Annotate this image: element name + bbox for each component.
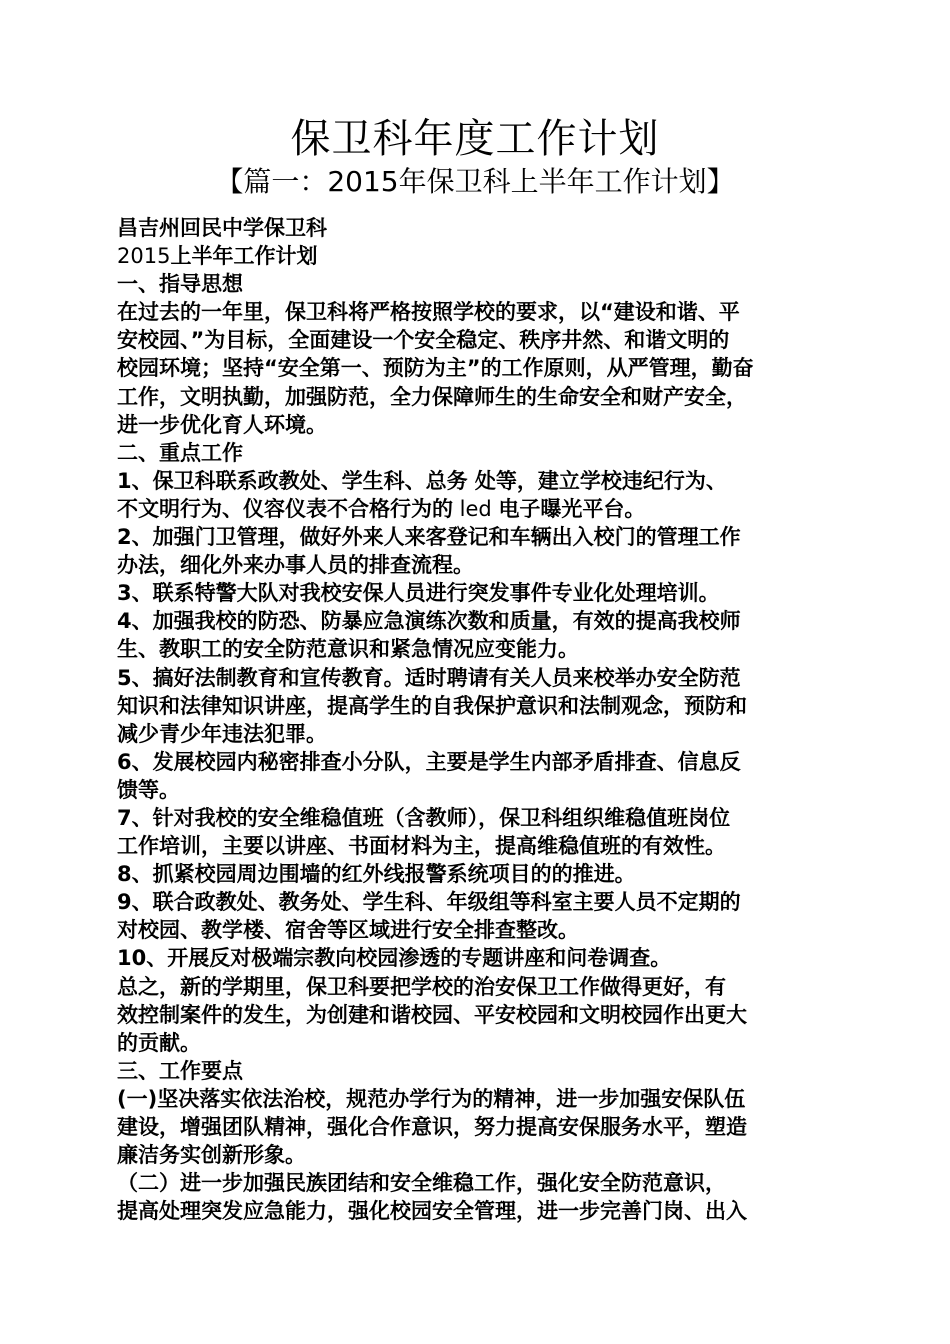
paragraph-line: 总之，新的学期里，保卫科要把学校的治安保卫工作做得更好，有 xyxy=(117,974,726,999)
paragraph-line: 8、抓紧校园周边围墙的红外线报警系统项目的的推进。 xyxy=(117,862,636,887)
paragraph-line: 提高处理突发应急能力，强化校园安全管理，进一步完善门岗、出入 xyxy=(117,1199,747,1224)
section-heading: 三、工作要点 xyxy=(117,1058,243,1083)
plan-year-line: 2015上半年工作计划 xyxy=(117,244,318,269)
section-heading: 一、指导思想 xyxy=(117,272,243,297)
paragraph-line: 廉洁务实创新形象。 xyxy=(117,1143,306,1168)
paragraph-line: 办法，细化外来办事人员的排查流程。 xyxy=(117,553,474,578)
paragraph-line: 工作培训，主要以讲座、书面材料为主，提高维稳值班的有效性。 xyxy=(117,834,726,859)
paragraph-line: 知识和法律知识讲座，提高学生的自我保护意识和法制观念，预防和 xyxy=(117,693,747,718)
org-line: 昌吉州回民中学保卫科 xyxy=(117,216,327,240)
paragraph-line: 2、加强门卫管理，做好外来人来客登记和车辆出入校门的管理工作 xyxy=(117,525,741,550)
paragraph-line: 在过去的一年里，保卫科将严格按照学校的要求，以“建设和谐、平 xyxy=(117,300,740,325)
paragraph-line: 减少青少年违法犯罪。 xyxy=(117,721,327,746)
paragraph-line: 的贡献。 xyxy=(117,1030,201,1055)
paragraph-line: 7、针对我校的安全维稳值班（含教师），保卫科组织维稳值班岗位 xyxy=(117,805,731,830)
paragraph-line: 9、联合政教处、教务处、学生科、年级组等科室主要人员不定期的 xyxy=(117,890,741,915)
paragraph-line: 馈等。 xyxy=(117,777,180,802)
paragraph-line: 建设，增强团队精神，强化合作意识，努力提高安保服务水平，塑造 xyxy=(117,1115,747,1139)
paragraph-line: 效控制案件的发生，为创建和谐校园、平安校园和文明校园作出更大 xyxy=(117,1002,747,1027)
paragraph-line: 1、保卫科联系政教处、学生科、总务 处等，建立学校违纪行为、 xyxy=(117,468,727,493)
paragraph-line: 安校园、”为目标，全面建设一个安全稳定、秩序井然、和谐文明的 xyxy=(117,328,730,353)
document-body xyxy=(117,214,837,1225)
paragraph-line: 6、发展校园内秘密排查小分队，主要是学生内部矛盾排查、信息反 xyxy=(117,749,741,774)
document-title: 保卫科年度工作计划 xyxy=(290,116,660,162)
document-subtitle: 【篇一：2015年保卫科上半年工作计划】 xyxy=(215,165,735,198)
paragraph-line: 5、搞好法制教育和宣传教育。适时聘请有关人员来校举办安全防范 xyxy=(117,665,741,690)
paragraph-line: 4、加强我校的防恐、防暴应急演练次数和质量，有效的提高我校师 xyxy=(117,609,741,634)
paragraph-line: 进一步优化育人环境。 xyxy=(117,412,327,437)
paragraph-line: 不文明行为、仪容仪表不合格行为的 led 电子曝光平台。 xyxy=(117,496,646,521)
paragraph-line: 校园环境；坚持“安全第一、预防为主”的工作原则，从严管理，勤奋 xyxy=(117,356,754,381)
paragraph-line: 对校园、教学楼、宿舍等区域进行安全排查整改。 xyxy=(117,918,579,943)
paragraph-line: 3、联系特警大队对我校安保人员进行突发事件专业化处理培训。 xyxy=(117,581,720,606)
paragraph-line: 10、开展反对极端宗教向校园渗透的专题讲座和问卷调查。 xyxy=(117,946,672,971)
paragraph-line: 生、教职工的安全防范意识和紧急情况应变能力。 xyxy=(117,637,579,662)
paragraph-line: (一)坚决落实依法治校，规范办学行为的精神，进一步加强安保队伍 xyxy=(117,1086,746,1111)
section-heading: 二、重点工作 xyxy=(117,440,243,465)
paragraph-line: 工作，文明执勤，加强防范，全力保障师生的生命安全和财产安全， xyxy=(117,384,747,409)
paragraph-line: （二）进一步加强民族团结和安全维稳工作，强化安全防范意识， xyxy=(117,1171,726,1196)
